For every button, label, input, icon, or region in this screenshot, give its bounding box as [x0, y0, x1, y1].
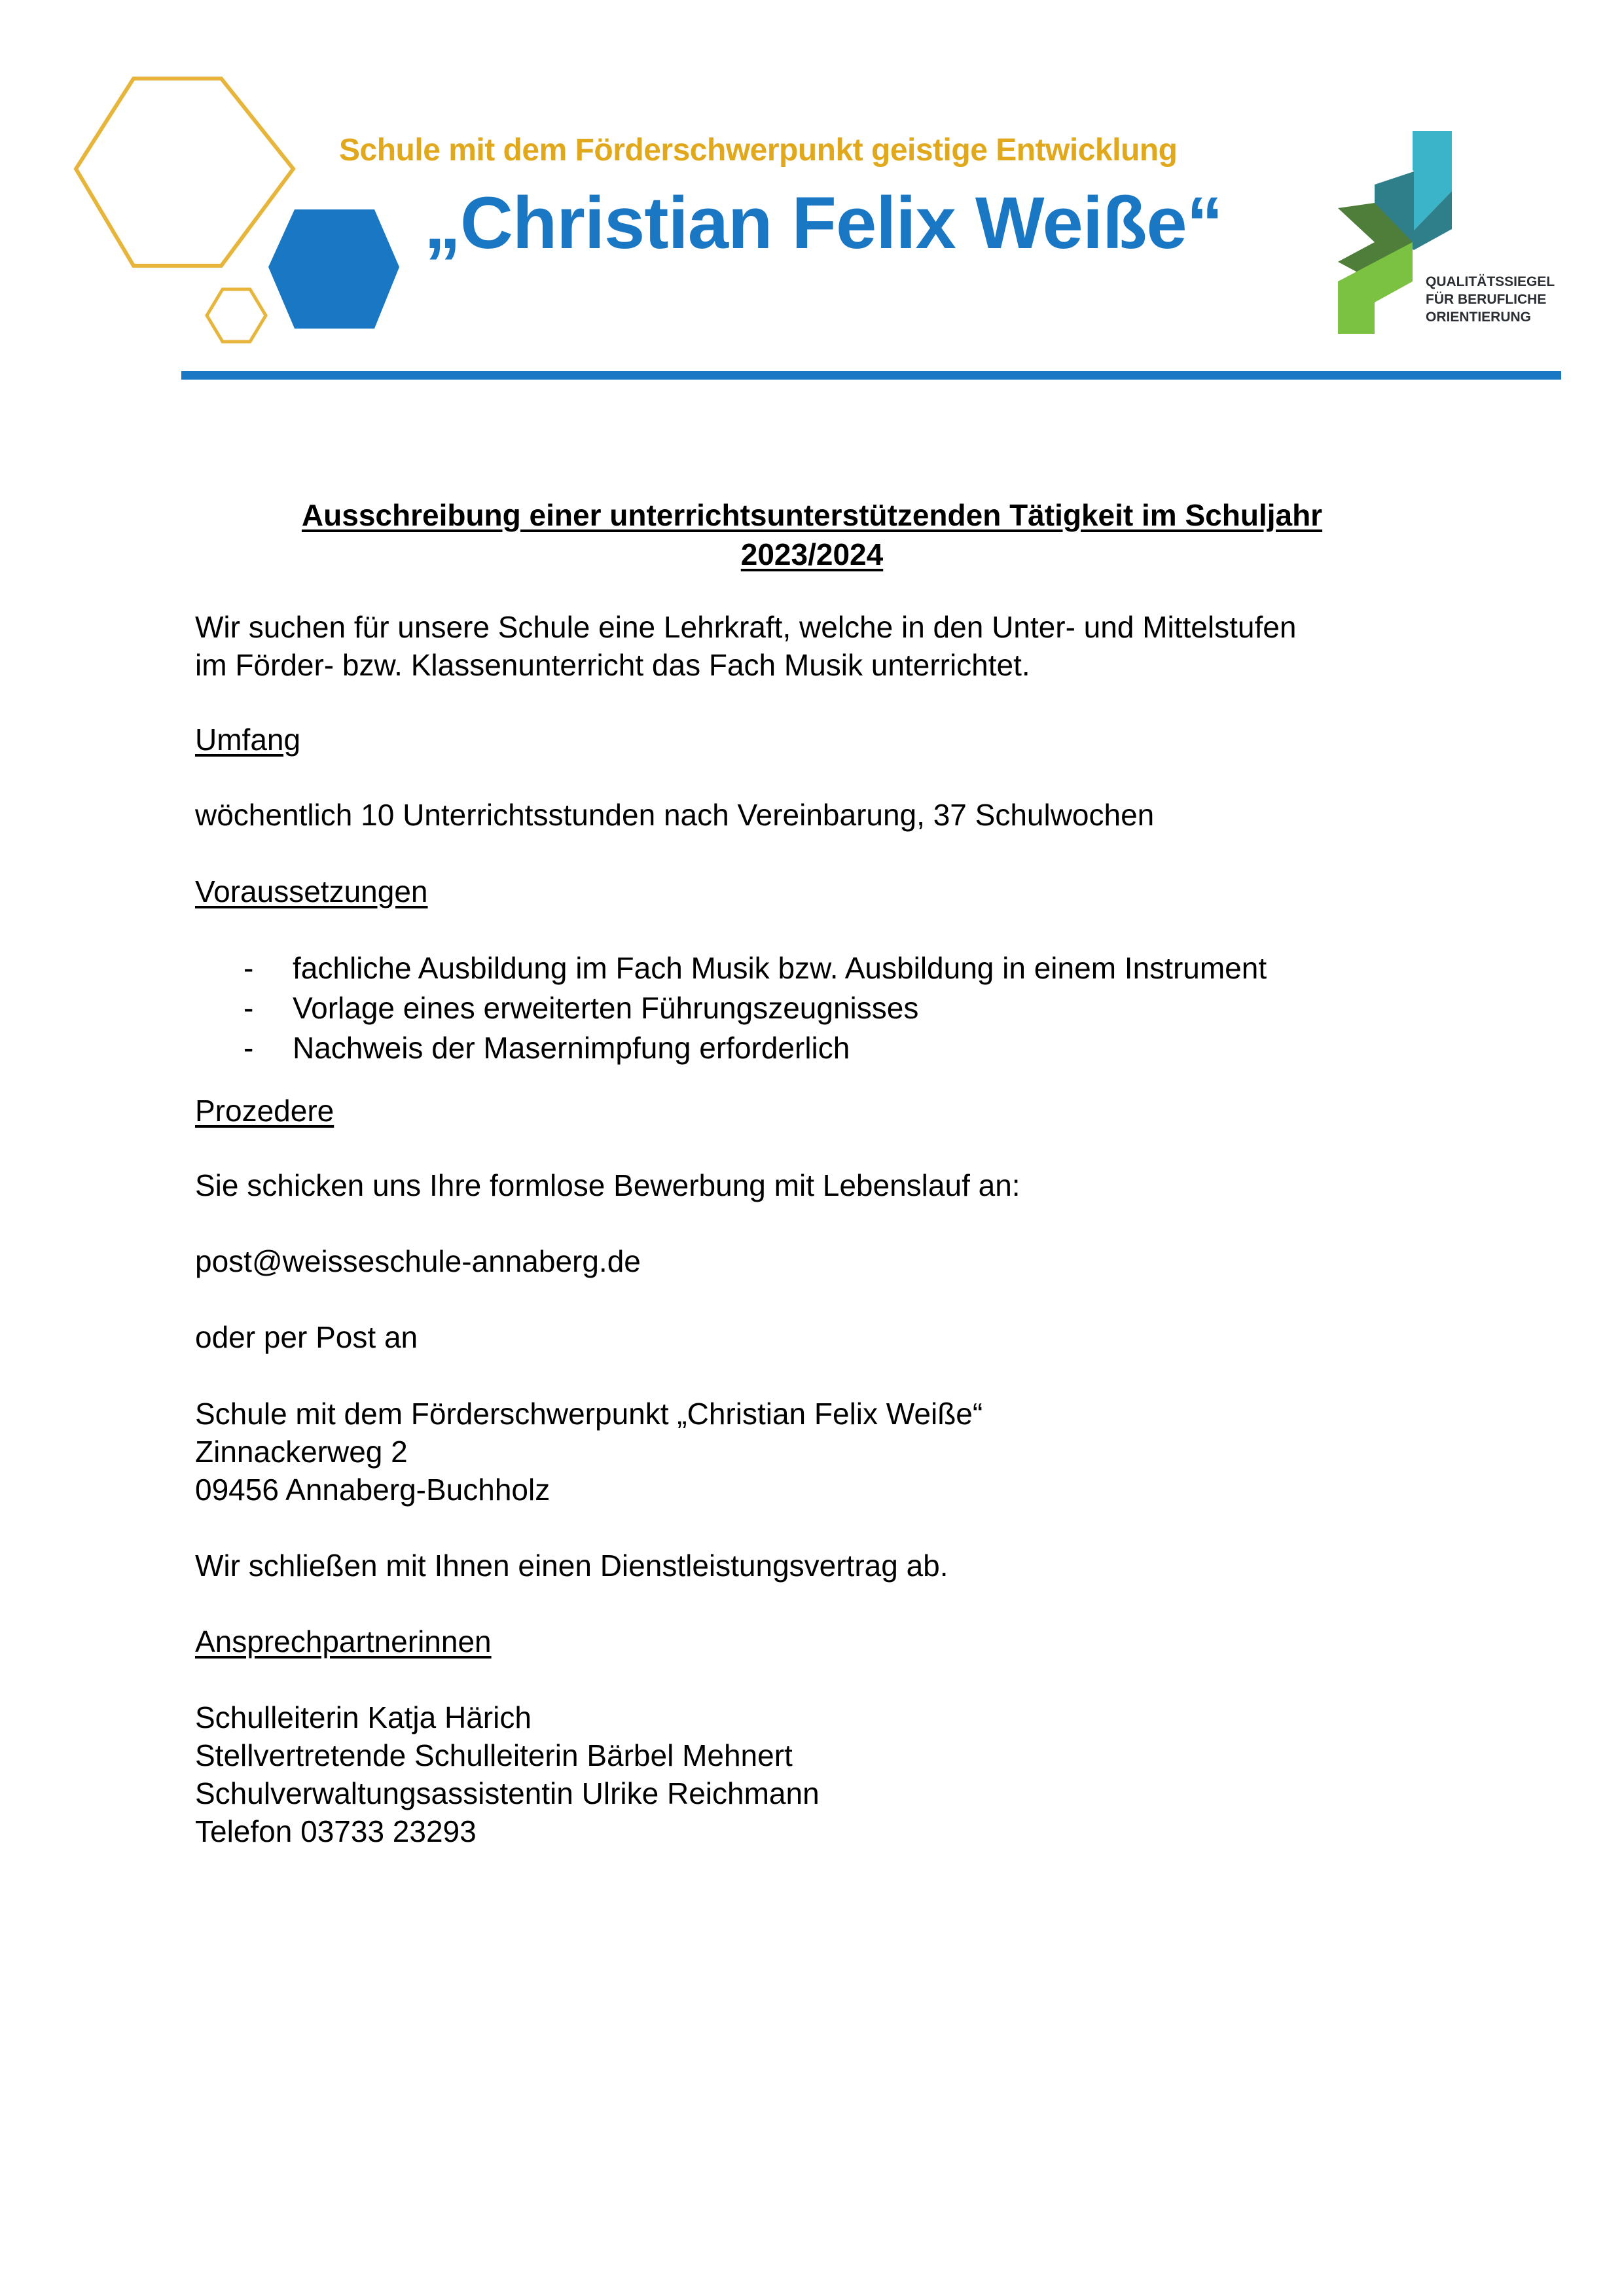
- seal-line-2: FÜR BERUFLICHE: [1426, 292, 1547, 307]
- email-address[interactable]: post@weisseschule-annaberg.de: [195, 1244, 641, 1278]
- intro-line-2: im Förder- bzw. Klassenunterricht das Fach Musik unterrichtet.: [195, 648, 1030, 682]
- address-line-3: 09456 Annaberg-Buchholz: [195, 1473, 550, 1507]
- intro-line-1: Wir suchen für unsere Schule eine Lehrkraft, welche in den Unter- und Mittelstufen: [195, 610, 1297, 644]
- list-item: - Vorlage eines erweiterten Führungszeugnisses: [244, 991, 919, 1025]
- contact-line-2: Stellvertretende Schulleiterin Bärbel Mehnert: [195, 1738, 793, 1772]
- title-line-1: Ausschreibung einer unterrichtsunterstützenden Tätigkeit im Schuljahr: [301, 498, 1323, 532]
- title-line-2: 2023/2024: [740, 537, 884, 571]
- prozedere-heading: Prozedere: [195, 1094, 334, 1128]
- or-post-text: oder per Post an: [195, 1320, 418, 1354]
- postal-address: [195, 1395, 983, 1509]
- voraussetzungen-list: [244, 948, 1267, 1068]
- list-item-text: Vorlage eines erweiterten Führungszeugnisses: [293, 991, 919, 1025]
- list-item: - Nachweis der Masernimpfung erforderlich: [244, 1031, 850, 1065]
- large-gold-hexagon: [76, 79, 293, 266]
- list-item-text: Nachweis der Masernimpfung erforderlich: [293, 1031, 850, 1065]
- school-subtitle: Schule mit dem Förderschwerpunkt geistige Entwicklung: [339, 133, 1178, 168]
- document-title: [196, 495, 1428, 574]
- contact-line-1: Schulleiterin Katja Härich: [195, 1700, 532, 1734]
- address-line-1: Schule mit dem Förderschwerpunkt „Christian Felix Weiße“: [195, 1397, 983, 1431]
- address-line-2: Zinnackerweg 2: [195, 1435, 408, 1469]
- contract-text: Wir schließen mit Ihnen einen Dienstleistungsvertrag ab.: [195, 1549, 948, 1583]
- school-name: „Christian Felix Weiße“: [424, 182, 1223, 264]
- list-item-text: fachliche Ausbildung im Fach Musik bzw. Ausbildung in einem Instrument: [293, 951, 1267, 985]
- contact-phone: Telefon 03733 23293: [195, 1814, 477, 1848]
- header-divider: [181, 371, 1561, 380]
- voraussetzungen-heading: Voraussetzungen: [195, 874, 428, 908]
- contacts-list: [195, 1698, 820, 1850]
- seal-line-3: ORIENTIERUNG: [1426, 310, 1532, 325]
- contacts-heading: Ansprechpartnerinnen: [195, 1624, 492, 1659]
- seal-line-1: QUALITÄTSSIEGEL: [1426, 274, 1555, 289]
- contact-line-3: Schulverwaltungsassistentin Ulrike Reichmann: [195, 1776, 820, 1810]
- hexagon-logo: [72, 72, 419, 353]
- quality-seal-text: [1426, 273, 1555, 326]
- send-instructions: Sie schicken uns Ihre formlose Bewerbung mit Lebenslauf an:: [195, 1168, 1020, 1202]
- small-gold-hexagon: [207, 289, 266, 342]
- umfang-text: wöchentlich 10 Unterrichtsstunden nach Vereinbarung, 37 Schulwochen: [195, 798, 1155, 832]
- umfang-heading: Umfang: [195, 723, 301, 757]
- intro-paragraph: [195, 608, 1296, 684]
- list-item: - fachliche Ausbildung im Fach Musik bzw. Ausbildung in einem Instrument: [244, 951, 1267, 985]
- blue-hexagon: [268, 209, 399, 329]
